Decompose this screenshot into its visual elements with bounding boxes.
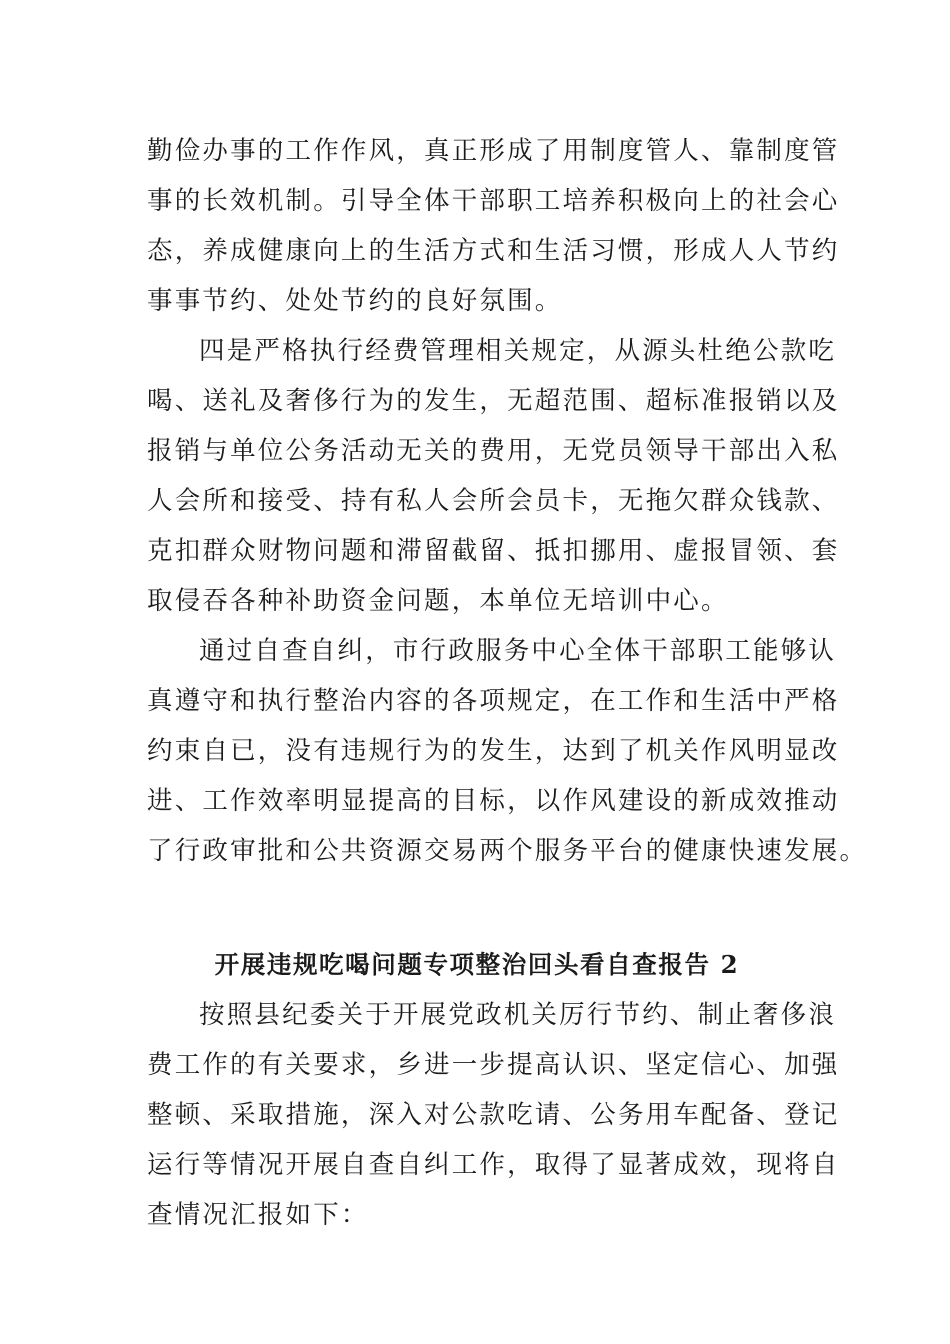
text-line: 按照县纪委关于开展党政机关厉行节约、制止奢侈浪: [199, 1000, 837, 1030]
section-heading: 开展违规吃喝问题专项整治回头看自查报告 2: [214, 950, 740, 979]
paragraph-1: [147, 126, 840, 326]
text-line: 态，养成健康向上的生活方式和生活习惯，形成人人节约: [147, 236, 840, 266]
text-line: 真遵守和执行整治内容的各项规定，在工作和生活中严格: [147, 686, 840, 716]
text-line: 约束自已，没有违规行为的发生，达到了机关作风明显改: [147, 736, 840, 766]
paragraph-3: [147, 626, 868, 876]
text-line: 通过自查自纠，市行政服务中心全体干部职工能够认: [199, 636, 837, 666]
paragraph-2: [147, 326, 840, 626]
text-line: 进、工作效率明显提高的目标，以作风建设的新成效推动: [147, 786, 840, 816]
text-line: 了行政审批和公共资源交易两个服务平台的健康快速发展。: [147, 836, 868, 866]
text-line: 整顿、采取措施，深入对公款吃请、公务用车配备、登记: [147, 1100, 840, 1130]
text-line: 报销与单位公务活动无关的费用，无党员领导干部出入私: [147, 436, 840, 466]
text-line: 事事节约、处处节约的良好氛围。: [147, 286, 563, 316]
text-line: 人会所和接受、持有私人会所会员卡，无拖欠群众钱款、: [147, 486, 840, 516]
text-line: 查情况汇报如下：: [147, 1200, 369, 1230]
paragraph-4: [147, 990, 840, 1240]
text-line: 四是严格执行经费管理相关规定，从源头杜绝公款吃: [199, 336, 837, 366]
text-line: 事的长效机制。引导全体干部职工培养积极向上的社会心: [147, 186, 840, 216]
text-line: 克扣群众财物问题和滞留截留、抵扣挪用、虚报冒领、套: [147, 536, 840, 566]
document-body: [147, 126, 868, 1240]
text-line: 费工作的有关要求，乡进一步提高认识、坚定信心、加强: [147, 1050, 840, 1080]
text-line: 取侵吞各种补助资金问题，本单位无培训中心。: [147, 586, 729, 616]
text-line: 喝、送礼及奢侈行为的发生，无超范围、超标准报销以及: [147, 386, 840, 416]
text-line: 勤俭办事的工作作风，真正形成了用制度管人、靠制度管: [147, 136, 840, 166]
text-line: 运行等情况开展自查自纠工作，取得了显著成效，现将自: [147, 1150, 840, 1180]
section-spacer: [147, 876, 807, 940]
